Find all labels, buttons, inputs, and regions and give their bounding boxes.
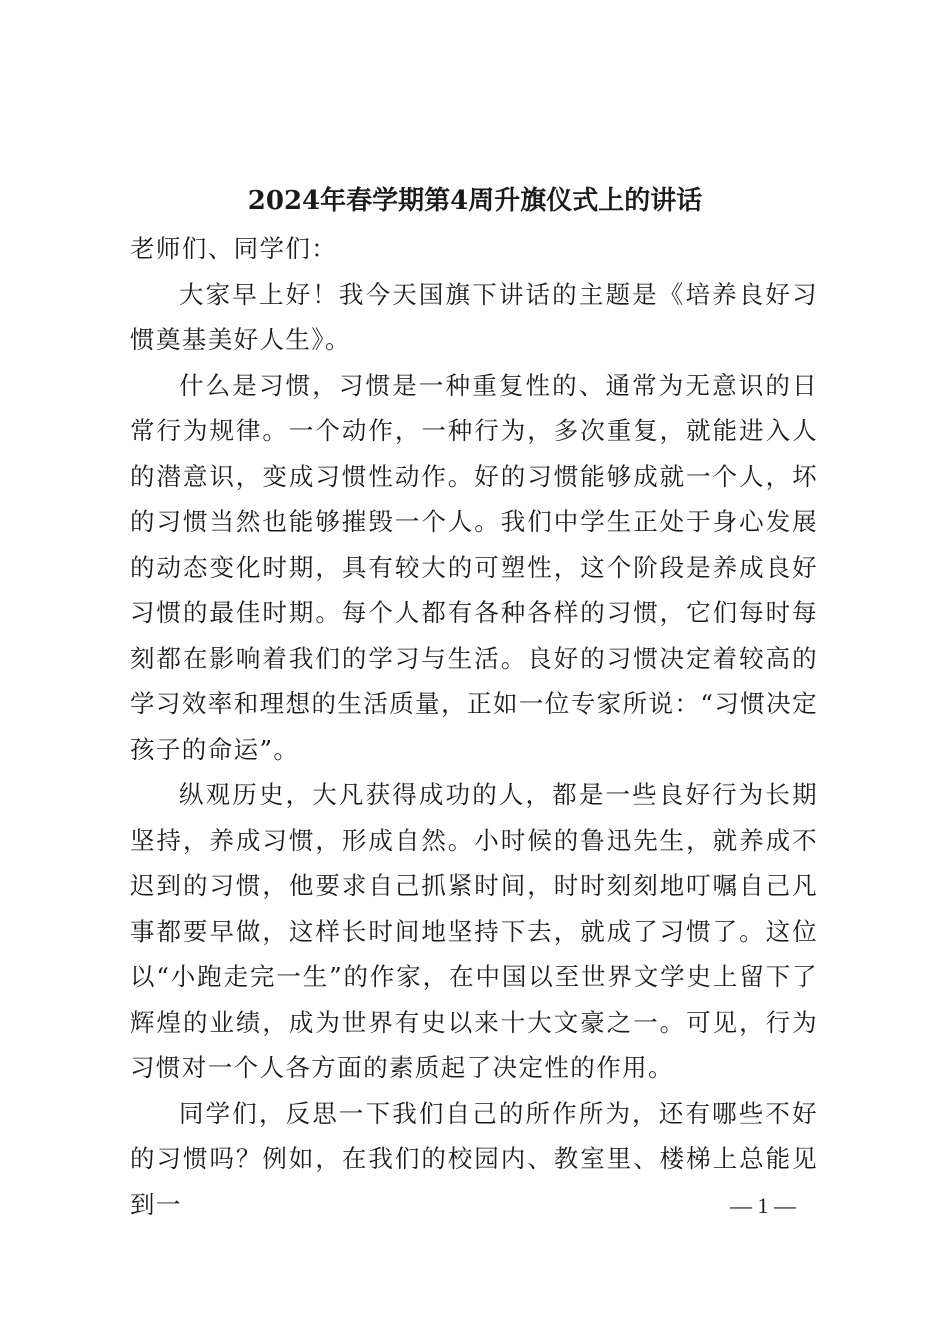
speech-title: 2024年春学期第4周升旗仪式上的讲话 <box>247 186 703 216</box>
salutation: 老师们、同学们： <box>130 234 338 263</box>
speech-body <box>130 226 818 1227</box>
paragraph-greeting: 大家早上好！我今天国旗下讲话的主题是《培养良好习惯奠基美好人生》。 <box>130 279 818 354</box>
paragraph-what-is-habit: 什么是习惯，习惯是一种重复性的、通常为无意识的日常行为规律。一个动作，一种行为，多次重复，就能进入人的潜意识，变成习惯性动作。好的习惯能够成就一个人，坏的习惯当然也能够摧毁一个人。我们中学生正处于身心发展的动态变化时期，具有较大的可塑性，这个阶段是养成良好习惯的最佳时期。每个人都有各种各样的习惯，它们每时每刻都在影响着我们的学习与生活。良好的习惯决定着较高的学习效率和理想的生活质量，正如一位专家所说：“习惯决定孩子的命运”。 <box>130 370 818 764</box>
page-number: — 1 — <box>730 1193 796 1218</box>
paragraph-reflection: 同学们，反思一下我们自己的所作所为，还有哪些不好的习惯吗？例如，在我们的校园内、教室里、楼梯上总能见到一 <box>130 1098 818 1219</box>
paragraph-history: 纵观历史，大凡获得成功的人，都是一些良好行为长期坚持，养成习惯，形成自然。小时候的鲁迅先生，就养成不迟到的习惯，他要求自己抓紧时间，时时刻刻地叮嘱自己凡事都要早做，这样长时间地坚持下去，就成了习惯了。这位以“小跑走完一生”的作家，在中国以至世界文学史上留下了辉煌的业绩，成为世界有史以来十大文豪之一。可见，行为习惯对一个人各方面的素质起了决定性的作用。 <box>130 780 818 1082</box>
